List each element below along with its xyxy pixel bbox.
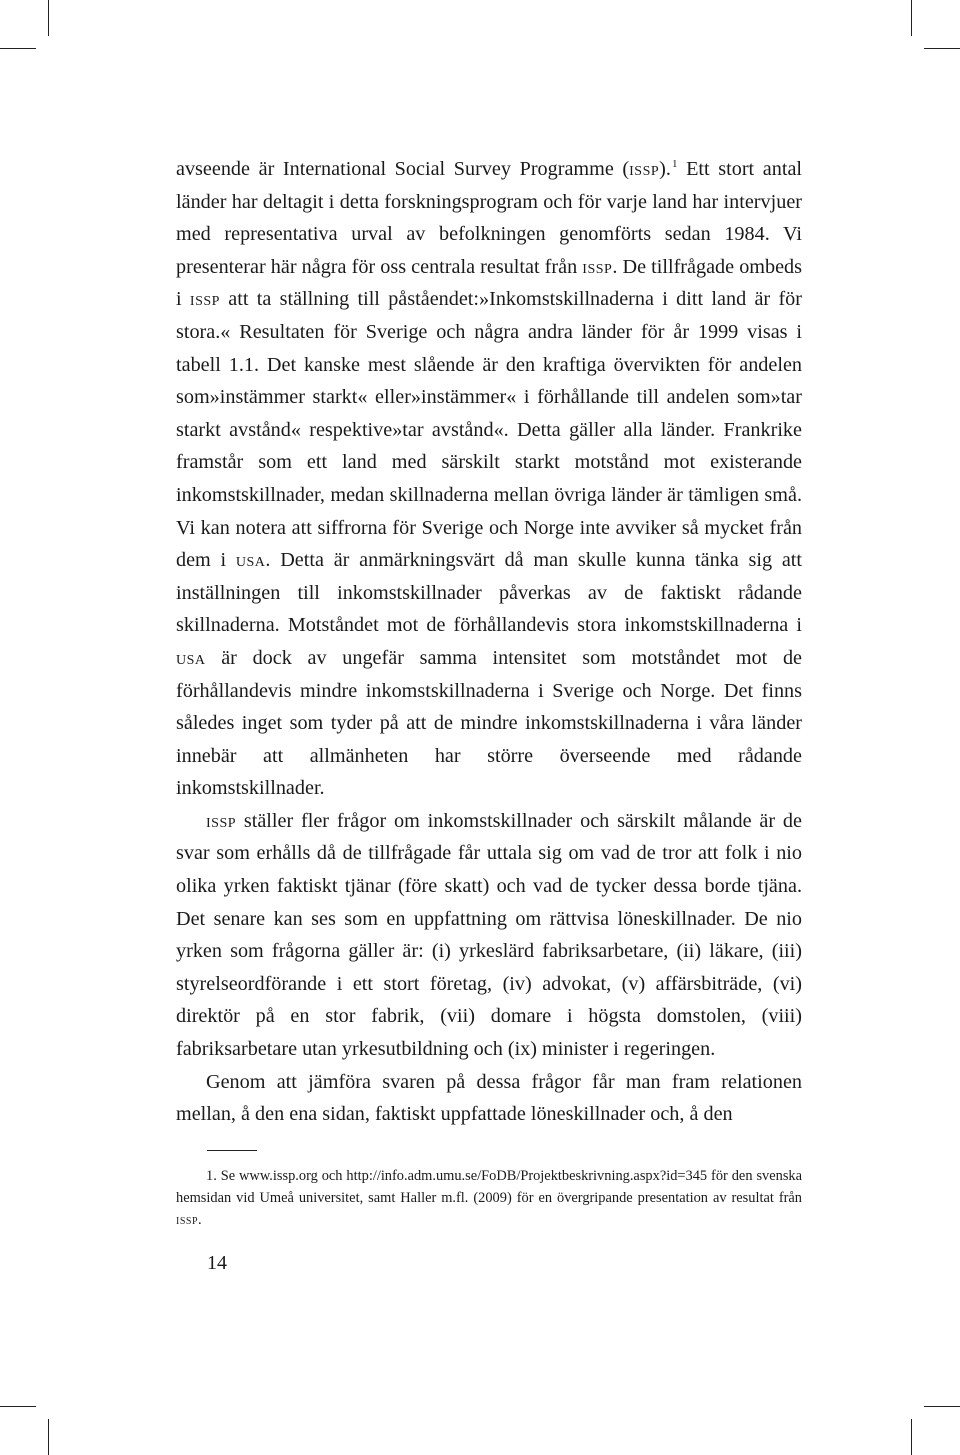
footnote-text	[176, 1165, 802, 1231]
text-run: avseende är International Social Survey Programme (	[176, 158, 630, 180]
text-run: är dock av ungefär samma intensitet som motståndet mot de förhållandevis mindre inkomstskillnaderna i Sverige och Norge. Det finns således inget som tyder på att de mindre inkomstskillnaderna i våra länder innebär att allmänheten har större överseende med rådande inkomstskillnader.	[176, 646, 802, 800]
paragraph	[176, 153, 802, 805]
crop-mark	[911, 0, 912, 36]
crop-mark	[48, 0, 49, 36]
text-run: att ta ställning till påståendet:»Inkomstskillnaderna i ditt land är för stora.« Resultaten för Sverige och några andra länder för år 1999 visas i tabell	[176, 288, 803, 376]
body-text	[176, 153, 802, 1131]
table-reference: 1.1	[228, 353, 254, 376]
text-run: Genom att jämföra svaren på dessa frågor får man fram relationen mellan, å den ena sidan, faktiskt uppfattade löneskillnader och, å den	[176, 1070, 802, 1126]
text-run: .	[198, 1212, 202, 1228]
paragraph	[176, 1066, 802, 1131]
text-run: . De tillfrågade ombeds i	[176, 255, 802, 311]
crop-mark	[48, 1419, 49, 1455]
acronym: usa	[235, 549, 266, 572]
text-run: . Det kanske mest slående är den kraftiga övervikten för andelen som»instämmer starkt« eller»instämmer« i förhållande till andelen som»tar starkt avstånd« respektive»tar avstånd«. Detta gäller alla länder. Frankrike framstår som ett land med särskilt starkt motstånd mot existerande inkomstskillnader, medan skillnaderna mellan övriga länder är tämligen små. Vi kan notera att siffrorna för Sverige och Norge inte avviker så mycket från dem i	[176, 353, 802, 572]
text-run: Ett stort antal länder har deltagit i detta forskningsprogram och för varje land har intervjuer med representativa urval av befolkningen genomförts sedan 1984. Vi presenterar här några för oss centrala resultat från	[176, 158, 803, 278]
footnote-divider	[207, 1150, 257, 1151]
crop-mark	[0, 48, 36, 49]
page-number: 14	[207, 1252, 227, 1274]
text-run: Se www.issp.org och http://info.adm.umu.se/FoDB/Projektbeskrivning.aspx?id=345 för den svenska hemsidan vid Umeå universitet, samt Haller m.fl. (2009) för en övergripande presentation av resultat från	[176, 1168, 802, 1206]
text-run: ).	[659, 158, 671, 180]
acronym: issp	[582, 255, 613, 278]
crop-mark	[911, 1419, 912, 1455]
acronym: issp	[629, 158, 660, 180]
crop-mark	[0, 1406, 36, 1407]
paragraph	[176, 805, 802, 1066]
text-run: ställer fler frågor om inkomstskillnader och särskilt målande är de svar som erhålls då de tillfrågade får uttala sig om vad de tror att folk i nio olika yrken faktiskt tjänar (före skatt) och vad de tycker dessa borde tjäna. Det senare kan ses som en uppfattning om rättvisa löneskillnader. De nio yrken som frågorna gäller är: (i) yrkeslärd fabriksarbetare, (ii) läkare, (iii) styrelseordförande i ett stort företag, (iv) advokat, (v) affärsbiträde, (vi) direktör på en stor fabrik, (vii) domare i högsta domstolen, (viii) fabriksarbetare utan yrkesutbildning och (ix) minister i regeringen.	[176, 809, 802, 1061]
acronym: issp	[176, 1212, 199, 1228]
acronym: issp	[206, 809, 237, 832]
crop-mark	[924, 48, 960, 49]
crop-mark	[924, 1406, 960, 1407]
footnote-reference[interactable]: 1	[671, 158, 678, 171]
footnote	[176, 1165, 802, 1231]
text-run: . Detta är anmärkningsvärt då man skulle kunna tänka sig att inställningen till inkomstskillnader påverkas av de faktiskt rådande skillnaderna. Motståndet mot de förhållandevis stora inkomstskillnaderna i	[176, 549, 802, 637]
acronym: issp	[189, 288, 220, 311]
footnote-number: 1.	[206, 1168, 217, 1184]
acronym: usa	[176, 646, 206, 669]
